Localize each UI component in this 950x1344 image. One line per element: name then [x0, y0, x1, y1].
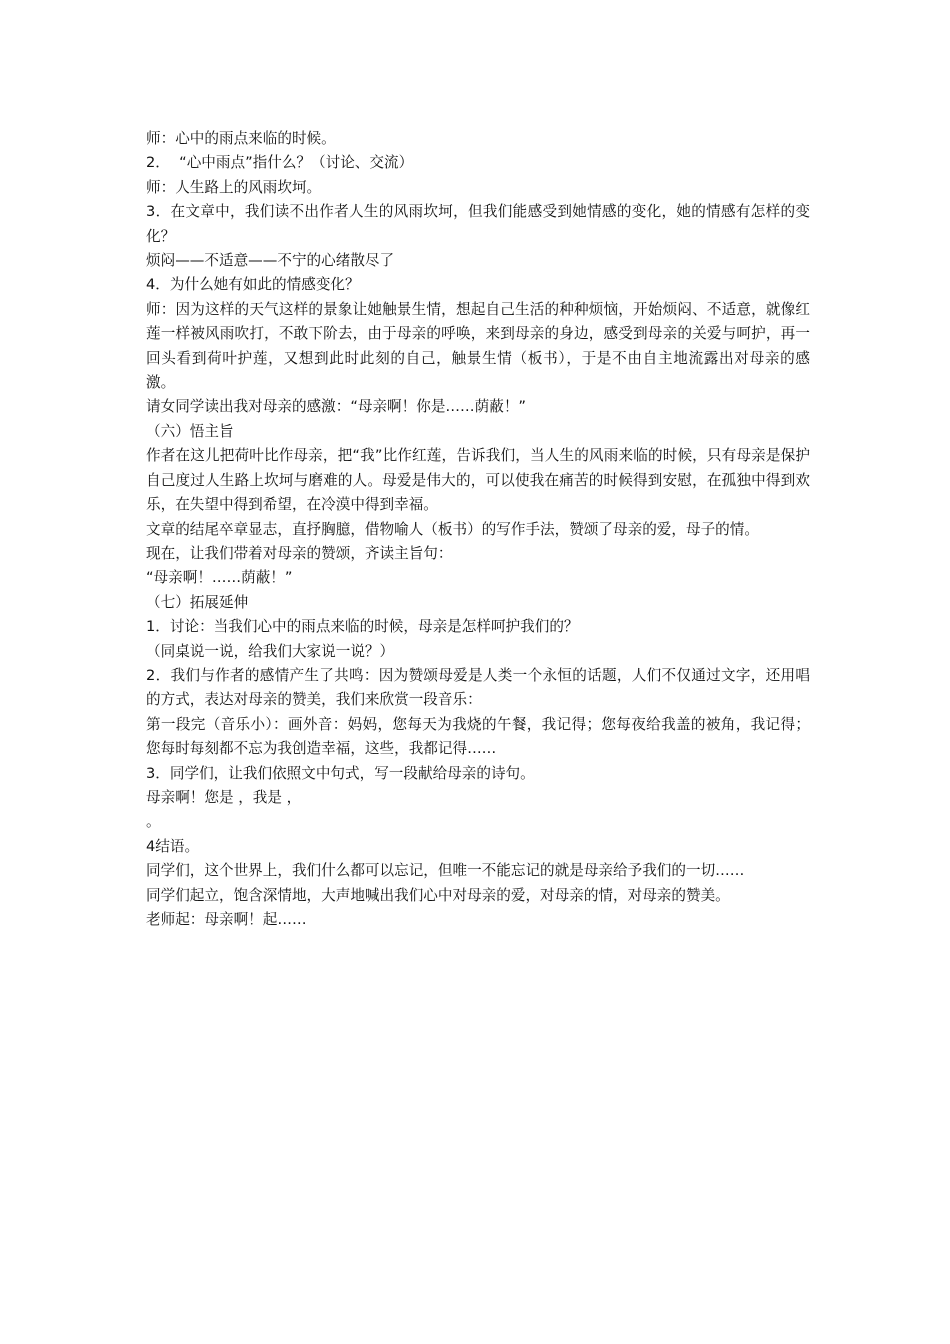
paragraph: 烦闷——不适意——不宁的心绪散尽了 [146, 252, 395, 270]
paragraph: 老师起：母亲啊！起…… [146, 911, 307, 928]
paragraph: 文章的结尾卒章显志，直抒胸臆，借物喻人（板书）的写作手法，赞颂了母亲的爱，母子的情。 [146, 520, 759, 538]
paragraph: 4结语。 [146, 837, 200, 855]
paragraph: （同桌说一说，给我们大家说一说？） [146, 642, 395, 660]
paragraph: 师：心中的雨点来临的时候。 [146, 130, 336, 147]
paragraph: 作者在这儿把荷叶比作母亲，把“我”比作红莲，告诉我们，当人生的风雨来临的时候，只有母亲是保护自己度过人生路上坎坷与磨难的人。母爱是伟大的，可以使我在痛苦的时候得到安慰，在孤独中得到欢乐，在失望中得到希望，在冷漠中得到幸福。 [146, 447, 810, 514]
paragraph: 现在，让我们带着对母亲的赞颂，齐读主旨句： [146, 544, 453, 562]
paragraph: 3．同学们，让我们依照文中句式，写一段献给母亲的诗句。 [146, 764, 535, 782]
section-heading: （七）拓展延伸 [146, 593, 249, 611]
paragraph: 2．我们与作者的感情产生了共鸣：因为赞颂母爱是人类一个永恒的话题，人们不仅通过文字，还用唱的方式，表达对母亲的赞美，我们来欣赏一段音乐： [146, 666, 810, 709]
paragraph: 。 [146, 813, 161, 831]
paragraph: 请女同学读出我对母亲的感激：“母亲啊！你是……荫蔽！” [146, 398, 526, 416]
section-heading: （六）悟主旨 [146, 422, 234, 440]
paragraph: 师：因为这样的天气这样的景象让她触景生情，想起自己生活的种种烦恼，开始烦闷、不适意，就像红莲一样被风雨吹打，不敢下阶去，由于母亲的呼唤，来到母亲的身边，感受到母亲的关爱与呵护，再一回头看到荷叶护莲，又想到此时此刻的自己，触景生情（板书），于是不由自主地流露出对母亲的感激。 [146, 300, 810, 392]
paragraph: 3．在文章中，我们读不出作者人生的风雨坎坷，但我们能感受到她情感的变化，她的情感有怎样的变化？ [146, 203, 810, 245]
paragraph: 同学们，这个世界上，我们什么都可以忘记，但唯一不能忘记的就是母亲给予我们的一切…… [146, 862, 745, 880]
paragraph: 母亲啊！您是 ，我是 ， [146, 788, 302, 806]
paragraph: “母亲啊！……荫蔽！” [146, 569, 293, 587]
paragraph: 1．讨论：当我们心中的雨点来临的时候，母亲是怎样呵护我们的？ [146, 618, 579, 636]
paragraph: 第一段完（音乐小）：画外音：妈妈，您每天为我烧的午餐，我记得；您每夜给我盖的被角，我记得；您每时每刻都不忘为我创造幸福，这些，我都记得…… [146, 715, 810, 758]
paragraph: 4．为什么她有如此的情感变化？ [146, 276, 360, 294]
document-page [146, 127, 810, 932]
paragraph: 2． “心中雨点”指什么？（讨论、交流） [146, 154, 414, 172]
paragraph: 同学们起立，饱含深情地，大声地喊出我们心中对母亲的爱，对母亲的情，对母亲的赞美。 [146, 886, 730, 904]
paragraph: 师：人生路上的风雨坎坷。 [146, 178, 322, 196]
